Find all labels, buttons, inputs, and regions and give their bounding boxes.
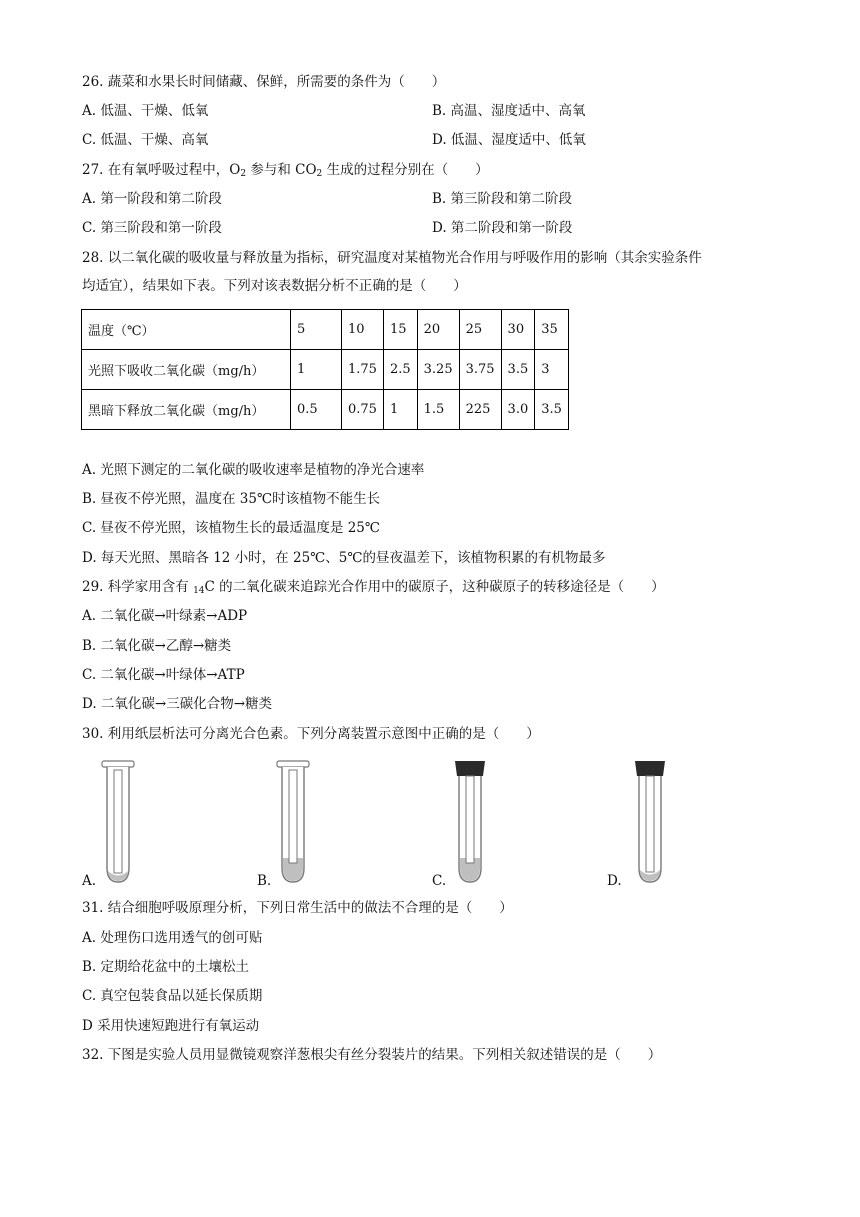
- table-cell: 20: [417, 310, 459, 350]
- q28-stem-line1: 28. 以二氧化碳的吸收量与释放量为指标，研究温度对某植物光合作用与呼吸作用的影响（其余实验条件: [82, 250, 702, 266]
- q32-stem: 32. 下图是实验人员用显微镜观察洋葱根尖有丝分裂装片的结果。下列相关叙述错误的是（ ）: [82, 1047, 662, 1063]
- table-cell: 25: [459, 310, 501, 350]
- q29-option-c: C. 二氧化碳→叶绿体→ATP: [82, 667, 245, 683]
- q31-option-d: D 采用快速短跑进行有氧运动: [82, 1018, 260, 1034]
- q27-option-d: D. 第二阶段和第一阶段: [432, 220, 573, 236]
- table-cell: 3.5: [501, 350, 535, 390]
- q31-stem: 31. 结合细胞呼吸原理分析，下列日常生活中的做法不合理的是（ ）: [82, 900, 513, 916]
- table-cell: 1.5: [417, 390, 459, 430]
- q27-option-c: C. 第三阶段和第一阶段: [82, 220, 222, 236]
- q28-option-b: B. 昼夜不停光照，温度在 35℃时该植物不能生长: [82, 491, 381, 507]
- table-cell: 15: [383, 310, 417, 350]
- table-cell: 30: [501, 310, 535, 350]
- table-cell: 0.5: [291, 390, 342, 430]
- q26-option-b: B. 高温、湿度适中、高氧: [432, 103, 586, 119]
- q31-option-c: C. 真空包装食品以延长保质期: [82, 988, 263, 1004]
- table-cell: 1: [383, 390, 417, 430]
- q28-option-a: A. 光照下测定的二氧化碳的吸收速率是植物的净光合速率: [82, 462, 425, 478]
- table-cell: 3.75: [459, 350, 501, 390]
- table-cell: 3.0: [501, 390, 535, 430]
- q28-option-d: D. 每天光照、黑暗各 12 小时，在 25℃、5℃的昼夜温差下，该植物积累的有机物最多: [82, 550, 606, 566]
- q29-option-d: D. 二氧化碳→三碳化合物→糖类: [82, 696, 273, 712]
- table-header-cell: 光照下吸收二氧化碳（mg/h）: [82, 350, 291, 390]
- table-cell: 1: [291, 350, 342, 390]
- table-row: [82, 310, 569, 350]
- q29-stem: 29. 科学家用含有 $_{14}$C 的二氧化碳来追踪光合作用中的碳原子，这种碳原子的转移途径是（ ）: [82, 579, 665, 596]
- q30-label-b: B.: [257, 873, 272, 889]
- q31-option-b: B. 定期给花盆中的土壤松土: [82, 959, 250, 975]
- q30-label-a: A.: [82, 873, 97, 889]
- table-header-cell: 温度（℃）: [82, 310, 291, 350]
- table-cell: 3.5: [535, 390, 569, 430]
- table-cell: 3: [535, 350, 569, 390]
- q26-option-c: C. 低温、干燥、高氧: [82, 132, 209, 148]
- table-cell: 0.75: [342, 390, 384, 430]
- q26-option-a: A. 低温、干燥、低氧: [82, 103, 209, 119]
- table-cell: 5: [291, 310, 342, 350]
- test-tube-d-figure: [630, 758, 670, 890]
- table-cell: 2.5: [383, 350, 417, 390]
- test-tube-b-figure: [275, 758, 311, 890]
- q27-option-b: B. 第三阶段和第二阶段: [432, 191, 573, 207]
- table-cell: 10: [342, 310, 384, 350]
- q30-label-c: C.: [432, 873, 447, 889]
- q27-stem: 27. 在有氧呼吸过程中，$O_2$ 参与和 $CO_2$ 生成的过程分别在（ ）: [82, 162, 489, 179]
- test-tube-a-figure: [100, 758, 136, 890]
- table-cell: 225: [459, 390, 501, 430]
- q30-label-d: D.: [607, 873, 622, 889]
- table-header-cell: 黑暗下释放二氧化碳（mg/h）: [82, 390, 291, 430]
- q28-data-table: [81, 309, 569, 430]
- q26-stem: 26. 蔬菜和水果长时间储藏、保鲜，所需要的条件为（ ）: [82, 74, 446, 90]
- table-cell: 1.75: [342, 350, 384, 390]
- q26-option-d: D. 低温、湿度适中、低氧: [432, 132, 586, 148]
- q31-option-a: A. 处理伤口选用透气的创可贴: [82, 930, 263, 946]
- q27-option-a: A. 第一阶段和第二阶段: [82, 191, 222, 207]
- table-row: [82, 390, 569, 430]
- q29-option-a: A. 二氧化碳→叶绿素→ADP: [82, 608, 248, 624]
- q28-stem-line2: 均适宜），结果如下表。下列对该表数据分析不正确的是（ ）: [82, 278, 467, 294]
- table-row: [82, 350, 569, 390]
- q28-option-c: C. 昼夜不停光照，该植物生长的最适温度是 25℃: [82, 520, 381, 536]
- table-cell: 35: [535, 310, 569, 350]
- table-cell: 3.25: [417, 350, 459, 390]
- q30-stem: 30. 利用纸层析法可分离光合色素。下列分离装置示意图中正确的是（ ）: [82, 726, 540, 742]
- q29-option-b: B. 二氧化碳→乙醇→糖类: [82, 638, 232, 654]
- test-tube-c-figure: [450, 758, 490, 890]
